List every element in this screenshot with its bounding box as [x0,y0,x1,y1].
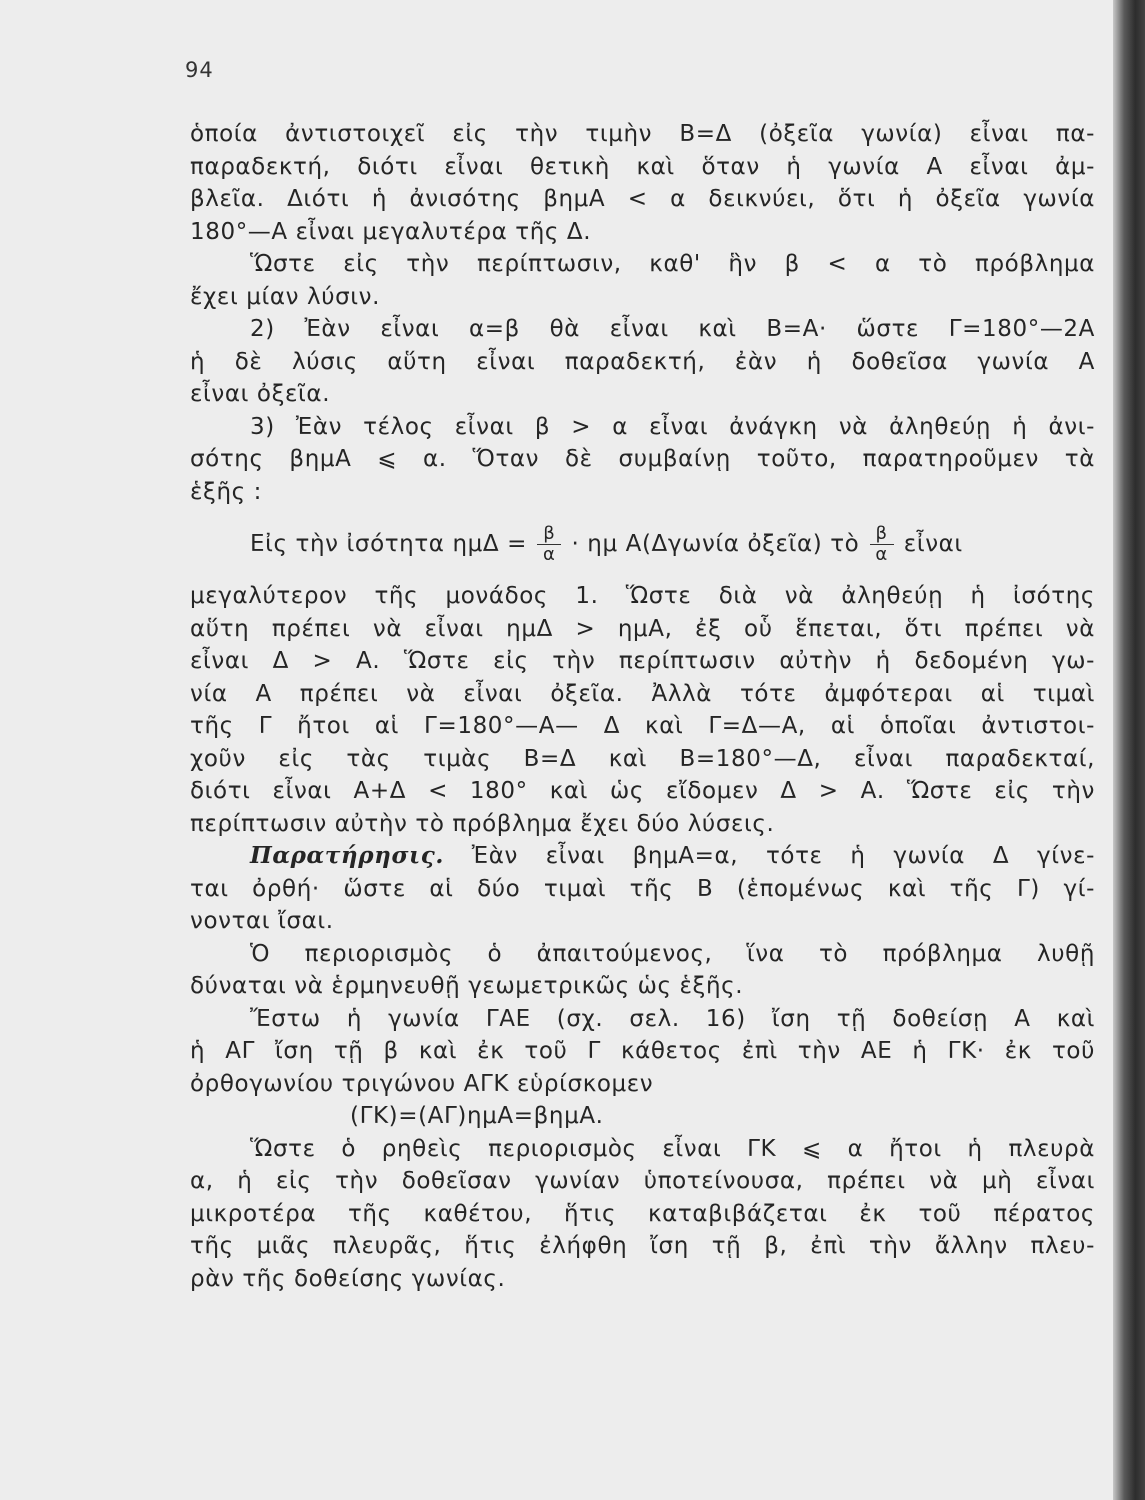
formula-line [190,508,1095,580]
text-line: διότι εἶναι Α+Δ < 180° καὶ ὡς εἴδομεν Δ > Α. Ὥστε εἰς τὴν [190,778,1095,804]
text-line: Ὥστε εἰς τὴν περίπτωσιν, καθ' ἣν β < α τὸ πρόβλημα [250,251,1095,277]
text-line: ὀρθογωνίου τριγώνου ΑΓΚ εὑρίσκομεν [190,1070,654,1097]
page-edge-shadow [1113,0,1145,1500]
text-line: ρὰν τῆς δοθείσης γωνίας. [190,1265,506,1292]
text-line: ἔχει μίαν λύσιν. [190,283,381,310]
text-line: ὁποία ἀντιστοιχεῖ εἰς τὴν τιμὴν Β=Δ (ὀξεῖα γωνία) εἶναι πα- [190,121,1095,147]
text-line: Ἔστω ἡ γωνία ΓΑΕ (σχ. σελ. 16) ἴση τῇ δοθείσῃ Α καὶ [250,1005,1095,1032]
page-number: 94 [185,58,214,82]
text-line: ται ὀρθή· ὥστε αἱ δύο τιμαὶ τῆς Β (ἑπομένως καὶ τῆς Γ) γί- [190,875,1095,902]
text-line: 3) Ἐὰν τέλος εἶναι β > α εἶναι ἀνάγκη νὰ ἀληθεύῃ ἡ ἀνι- [250,413,1095,440]
text-line: Ὁ περιορισμὸς ὁ ἀπαιτούμενος, ἵνα τὸ πρόβλημα λυθῇ [250,940,1095,967]
page-body [190,118,1095,1295]
text-line: τῆς μιᾶς πλευρᾶς, ἥτις ἐλήφθη ἴση τῇ β, ἐπὶ τὴν ἄλλην πλευ- [190,1233,1095,1259]
text-line: μεγαλύτερον τῆς μονάδος 1. Ὥστε διὰ νὰ ἀληθεύῃ ἡ ἰσότης [190,583,1095,609]
text-line: δύναται νὰ ἑρμηνευθῇ γεωμετρικῶς ὡς ἑξῆς. [190,973,744,999]
text-line: α, ἡ εἰς τὴν δοθεῖσαν γωνίαν ὑποτείνουσα, πρέπει νὰ μὴ εἶναι [190,1168,1095,1194]
text-line: σότης βημΑ ⩽ α. Ὅταν δὲ συμβαίνῃ τοῦτο, παρατηροῦμεν τὰ [190,446,1095,472]
paragraph-2 [190,248,1095,313]
text-line: παραδεκτή, διότι εἶναι θετικὴ καὶ ὅταν ἡ γωνία Α εἶναι ἀμ- [190,153,1095,180]
formula-prefix: Εἰς τὴν ἰσότητα ημΔ = [250,530,528,557]
paragraph-5 [190,580,1095,840]
text-line [190,840,1095,873]
text-line: νία Α πρέπει νὰ εἶναι ὀξεῖα. Ἀλλὰ τότε ἀμφότεραι αἱ τιμαὶ [190,680,1095,707]
text-line: τῆς Γ ἤτοι αἱ Γ=180°—Α— Δ καὶ Γ=Δ—Α, αἱ ὁποῖαι ἀντιστοι- [190,713,1095,739]
text-line: βλεῖα. Διότι ἡ ἀνισότης βημΑ < α δεικνύει, ὅτι ἡ ὀξεῖα γωνία [190,186,1095,212]
text-line: Ὥστε ὁ ρηθεὶς περιορισμὸς εἶναι ΓΚ ⩽ α ἤτοι ἡ πλευρὰ [250,1135,1095,1162]
remark-label: Παρατήρησις. [250,842,444,869]
equation-line: (ΓΚ)=(ΑΓ)ημΑ=βημΑ. [350,1103,604,1129]
text-line: ἑξῆς : [190,478,262,505]
text-line: περίπτωσιν αὐτὴν τὸ πρόβλημα ἔχει δύο λύσεις. [190,810,775,837]
paragraph-case-2 [190,313,1095,411]
text-line: 2) Ἐὰν εἶναι α=β θὰ εἶναι καὶ Β=Α· ὥστε Γ=180°—2Α [250,316,1095,342]
text-line: εἶναι ὀξεῖα. [190,381,331,407]
fraction-numerator: β [870,524,894,545]
text-line: χοῦν εἰς τὰς τιμὰς Β=Δ καὶ Β=180°—Δ, εἶναι παραδεκταί, [190,745,1095,772]
text-line: ἡ δὲ λύσις αὕτη εἶναι παραδεκτή, ἐὰν ἡ δοθεῖσα γωνία Α [190,348,1095,375]
paragraph-7 [190,938,1095,1003]
text-line: αὕτη πρέπει νὰ εἶναι ημΔ > ημΑ, ἐξ οὗ ἕπεται, ὅτι πρέπει νὰ [190,615,1095,642]
fraction-denominator: α [543,543,556,565]
formula-suffix: εἶναι [903,530,963,557]
remark-paragraph [190,840,1095,938]
text-line: μικροτέρα τῆς καθέτου, ἥτις καταβιβάζεται ἐκ τοῦ πέρατος [190,1200,1095,1227]
fraction-b-over-a-2 [869,524,893,565]
remark-text: Ἐὰν εἶναι βημΑ=α, τότε ἡ γωνία Δ γίνε- [471,843,1095,869]
paragraph-1 [190,118,1095,248]
fraction-numerator: β [537,524,561,545]
formula-middle: · ημ Α(Δγωνία ὀξεῖα) τὸ [571,530,860,557]
text-line: ἡ ΑΓ ἴση τῇ β καὶ ἐκ τοῦ Γ κάθετος ἐπὶ τὴν ΑΕ ἡ ΓΚ· ἐκ τοῦ [190,1038,1095,1064]
fraction-denominator: α [875,543,888,565]
fraction-b-over-a [537,524,561,565]
paragraph-case-3 [190,411,1095,509]
text-line: νονται ἴσαι. [190,908,334,934]
text-line: 180°—Α εἶναι μεγαλυτέρα τῆς Δ. [190,218,592,245]
paragraph-8 [190,1003,1095,1101]
paragraph-9 [190,1133,1095,1296]
text-line: εἶναι Δ > Α. Ὥστε εἰς τὴν περίπτωσιν αὐτὴν ἡ δεδομένη γω- [190,648,1095,674]
